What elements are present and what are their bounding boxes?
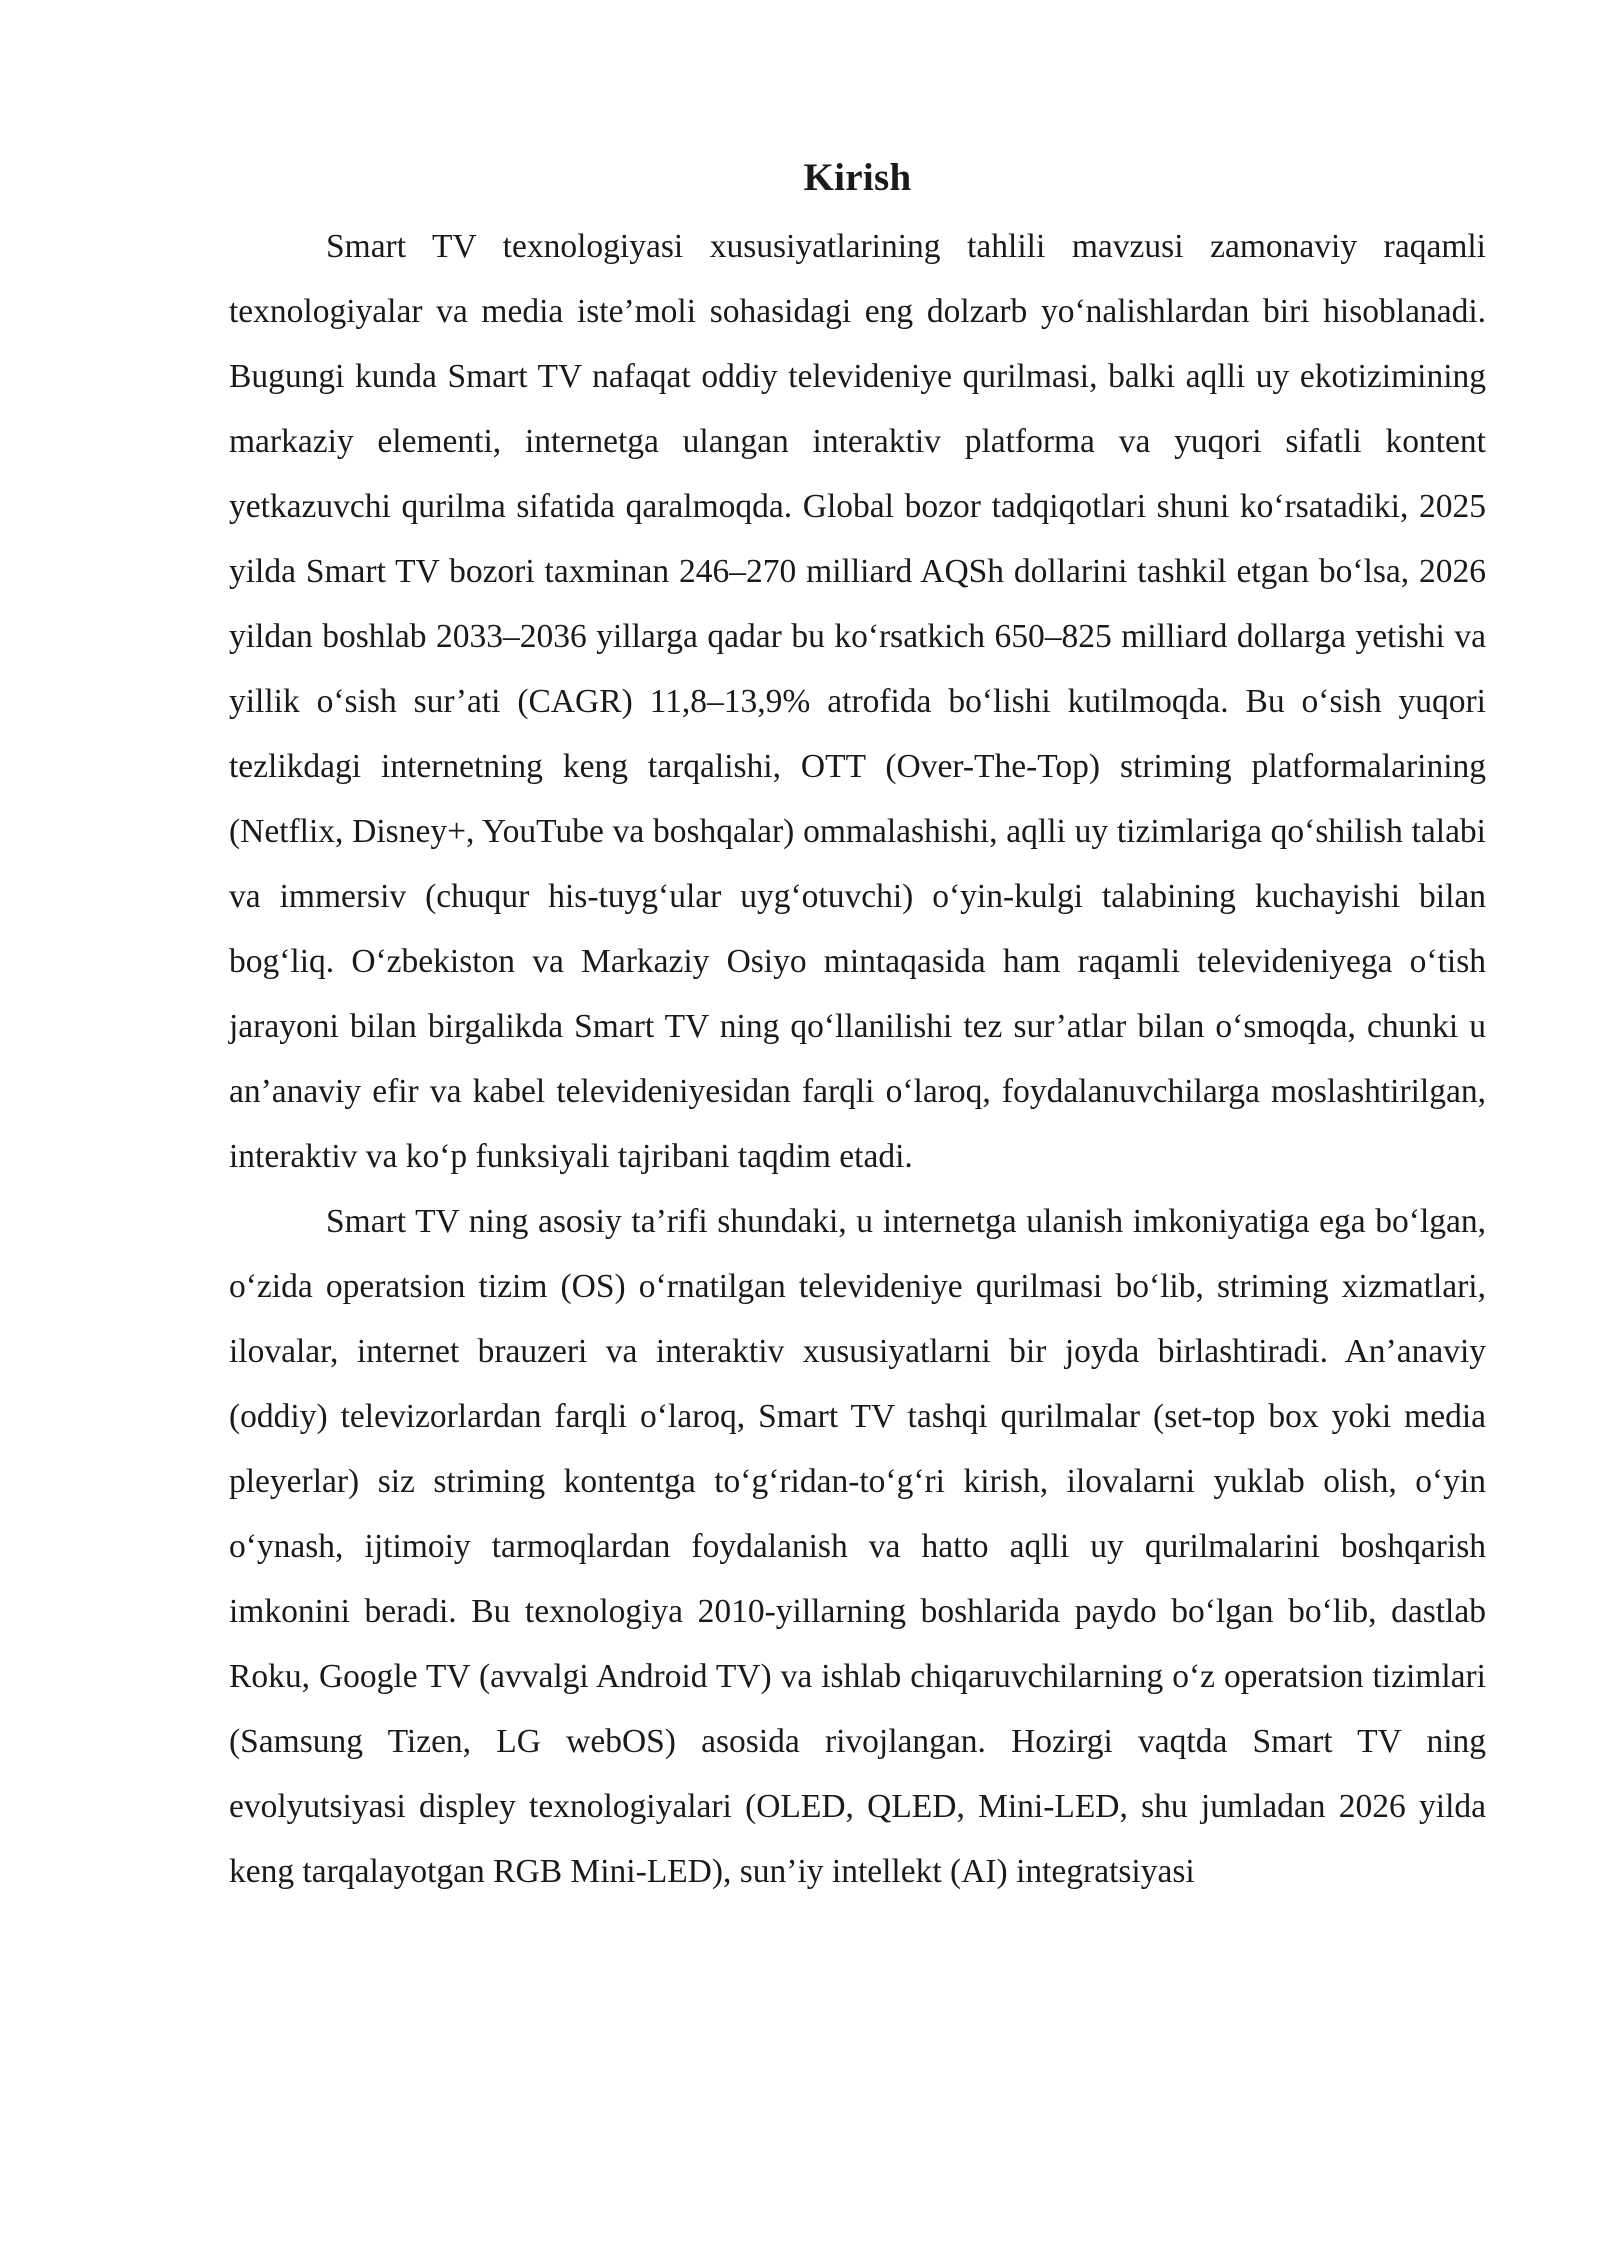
document-body bbox=[229, 152, 1486, 1904]
page-title: Kirish bbox=[803, 156, 912, 199]
paragraph-2: Smart TV ning asosiy ta’rifi shundaki, u internetga ulanish imkoniyatiga ega bo‘lgan, o‘zida operatsion tizim (OS) o‘rnatilgan televideniye qurilmasi bo‘lib, striming xizmatlari, ilovalar, internet brauzeri va interaktiv xususiyatlarni bir joyda birlashtiradi. An’anaviy (oddiy) televizorlardan farqli o‘laroq, Smart TV tashqi qurilmalar (set-top box yoki media pleyerlar) siz striming kontentga to‘g‘ridan-to‘g‘ri kirish, ilovalarni yuklab olish, o‘yin o‘ynash, ijtimoiy tarmoqlardan foydalanish va hatto aqlli uy qurilmalarini boshqarish imkonini beradi. Bu texnologiya 2010-yillarning boshlarida paydo bo‘lgan bo‘lib, dastlab Roku, Google TV (avvalgi Android TV) va ishlab chiqaruvchilarning o‘z operatsion tizimlari (Samsung Tizen, LG webOS) asosida rivojlangan. Hozirgi vaqtda Smart TV ning evolyutsiyasi displey texnologiyalari (OLED, QLED, Mini-LED, shu jumladan 2026 yilda keng tarqalayotgan RGB Mini-LED), sun’iy intellekt (AI) integratsiyasi bbox=[229, 1203, 1486, 1890]
paragraph-1: Smart TV texnologiyasi xususiyatlarining tahlili mavzusi zamonaviy raqamli texnologiyalar va media iste’moli sohasidagi eng dolzarb yo‘nalishlardan biri hisoblanadi. Bugungi kunda Smart TV nafaqat oddiy televideniye qurilmasi, balki aqlli uy ekotizimining markaziy elementi, internetga ulangan interaktiv platforma va yuqori sifatli kontent yetkazuvchi qurilma sifatida qaralmoqda. Global bozor tadqiqotlari shuni ko‘rsatadiki, 2025 yilda Smart TV bozori taxminan 246–270 milliard AQSh dollarini tashkil etgan bo‘lsa, 2026 yildan boshlab 2033–2036 yillarga qadar bu ko‘rsatkich 650–825 milliard dollarga yetishi va yillik o‘sish sur’ati (CAGR) 11,8–13,9% atrofida bo‘lishi kutilmoqda. Bu o‘sish yuqori tezlikdagi internetning keng tarqalishi, OTT (Over-The-Top) striming platformalarining (Netflix, Disney+, YouTube va boshqalar) ommalashishi, aqlli uy tizimlariga qo‘shilish talabi va immersiv (chuqur his-tuyg‘ular uyg‘otuvchi) o‘yin-kulgi talabining kuchayishi bilan bog‘liq. O‘zbekiston va Markaziy Osiyo mintaqasida ham raqamli televideniyega o‘tish jarayoni bilan birgalikda Smart TV ning qo‘llanilishi tez sur’atlar bilan o‘smoqda, chunki u an’anaviy efir va kabel televideniyesidan farqli o‘laroq, foydalanuvchilarga moslashtirilgan, interaktiv va ko‘p funksiyali tajribani taqdim etadi. bbox=[229, 228, 1486, 1175]
